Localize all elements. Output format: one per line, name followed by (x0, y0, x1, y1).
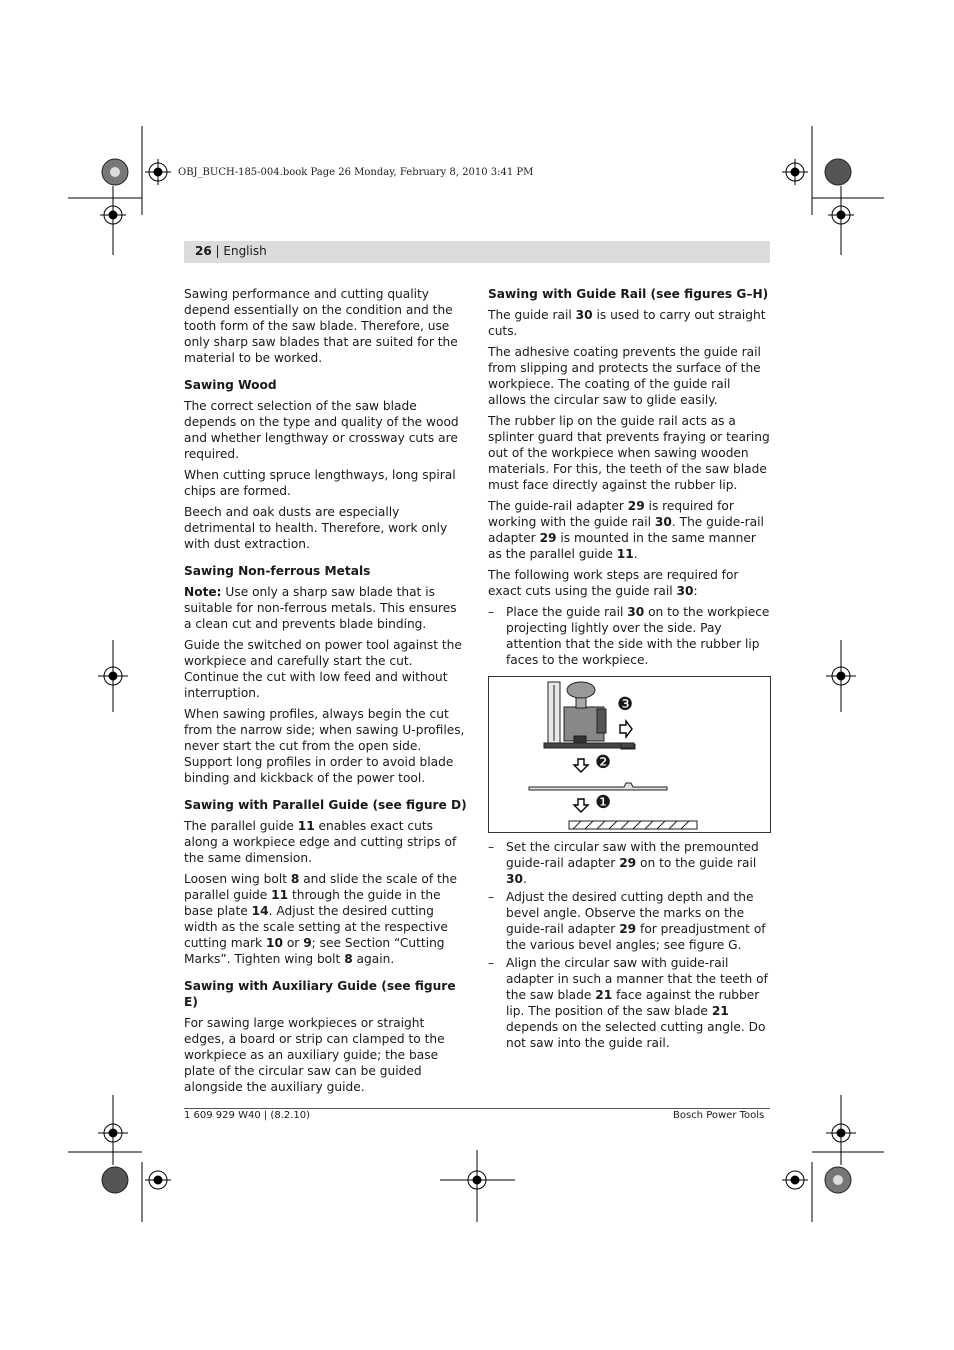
list-item: – Place the guide rail 30 on to the workpiece projecting lightly over the side. Pay attention that the side with the rubber lip faces to the workpiece. (488, 604, 771, 668)
header-language: English (223, 244, 267, 258)
steps-list-continued (488, 839, 771, 1051)
steps-list (488, 604, 771, 668)
figure-label-3: ❸ (617, 694, 634, 715)
figure-label-1: ❶ (595, 792, 612, 813)
page-number: 26 (195, 244, 212, 258)
paragraph: Guide the switched on power tool against the workpiece and carefully start the cut. Continue the cut with low feed and without interruption. (184, 638, 462, 700)
list-item: – Set the circular saw with the premounted guide-rail adapter 29 on to the guide rail 30. (488, 839, 771, 887)
paragraph: The following work steps are required for exact cuts using the guide rail 30: (488, 568, 739, 598)
paragraph: Beech and oak dusts are especially detrimental to health. Therefore, work only with dust extraction. (184, 505, 448, 551)
note-paragraph: Note: Use only a sharp saw blade that is suitable for non-ferrous metals. This ensures a clean cut and prevents blade binding. (184, 585, 457, 631)
header-bar (184, 241, 770, 263)
section-heading-guide-rail: Sawing with Guide Rail (see figures G–H) (488, 287, 769, 301)
print-info: OBJ_BUCH-185-004.book Page 26 Monday, February 8, 2010 3:41 PM (178, 167, 534, 178)
section-heading-nonferrous: Sawing Non-ferrous Metals (184, 564, 371, 578)
list-item: – Adjust the desired cutting depth and the bevel angle. Observe the marks on the guide-rail adapter 29 for preadjustment of the various bevel angles; see figure G. (488, 889, 771, 953)
paragraph: The rubber lip on the guide rail acts as a splinter guard that prevents fraying or tearing out of the workpiece when sawing wooden materials. For this, the teeth of the saw blade must face directly against the rubber lip. (488, 414, 770, 492)
paragraph: When cutting spruce lengthways, long spiral chips are formed. (184, 468, 456, 498)
figure-guide-rail (488, 676, 771, 833)
section-heading-wood: Sawing Wood (184, 378, 277, 392)
page-header (195, 244, 267, 258)
paragraph: The adhesive coating prevents the guide rail from slipping and protects the surface of the workpiece. The coating of the guide rail allows the circular saw to glide easily. (488, 345, 761, 407)
right-column (488, 286, 771, 1053)
paragraph: For sawing large workpieces or straight edges, a board or strip can clamped to the workpiece as an auxiliary guide; the base plate of the circular saw can be guided alongside the auxiliary guide. (184, 1016, 445, 1094)
footer-brand: Bosch Power Tools (673, 1110, 765, 1121)
paragraph: When sawing profiles, always begin the cut from the narrow side; when sawing U-profiles, never start the cut from the open side. Support long profiles in order to avoid blade binding and kickback of the power tool. (184, 707, 465, 785)
paragraph: The correct selection of the saw blade depends on the type and quality of the wood and whether lengthway or crossway cuts are required. (184, 399, 459, 461)
footer-doc-number: 1 609 929 W40 | (8.2.10) (184, 1110, 311, 1121)
section-heading-auxiliary-guide: Sawing with Auxiliary Guide (see figure E) (184, 979, 456, 1009)
note-label: Note: (184, 585, 222, 599)
paragraph: The guide-rail adapter 29 is required for working with the guide rail 30. The guide-rail adapter 29 is mounted in the same manner as the parallel guide 11. (488, 499, 764, 561)
intro-paragraph: Sawing performance and cutting quality depend essentially on the condition and the tooth form of the saw blade. Therefore, use only sharp saw blades that are suited for the material to be worked. (184, 287, 458, 365)
paragraph: The guide rail 30 is used to carry out straight cuts. (488, 308, 766, 338)
paragraph: Loosen wing bolt 8 and slide the scale of the parallel guide 11 through the guide in the base plate 14. Adjust the desired cutting width as the scale setting at the respective cutting mark 10 or 9; see Section “Cutting Marks”. Tighten wing bolt 8 again. (184, 872, 458, 966)
section-heading-parallel-guide: Sawing with Parallel Guide (see figure D) (184, 798, 467, 812)
header-separator: | (211, 244, 224, 258)
figure-label-2: ❷ (595, 752, 612, 773)
paragraph: The parallel guide 11 enables exact cuts along a workpiece edge and cutting strips of the same dimension. (184, 819, 457, 865)
list-item: – Align the circular saw with guide-rail adapter in such a manner that the teeth of the saw blade 21 face against the rubber lip. The position of the saw blade 21 depends on the selected cutting angle. Do not saw into the guide rail. (488, 955, 771, 1051)
left-column (184, 286, 467, 1100)
footer-divider (184, 1108, 770, 1109)
